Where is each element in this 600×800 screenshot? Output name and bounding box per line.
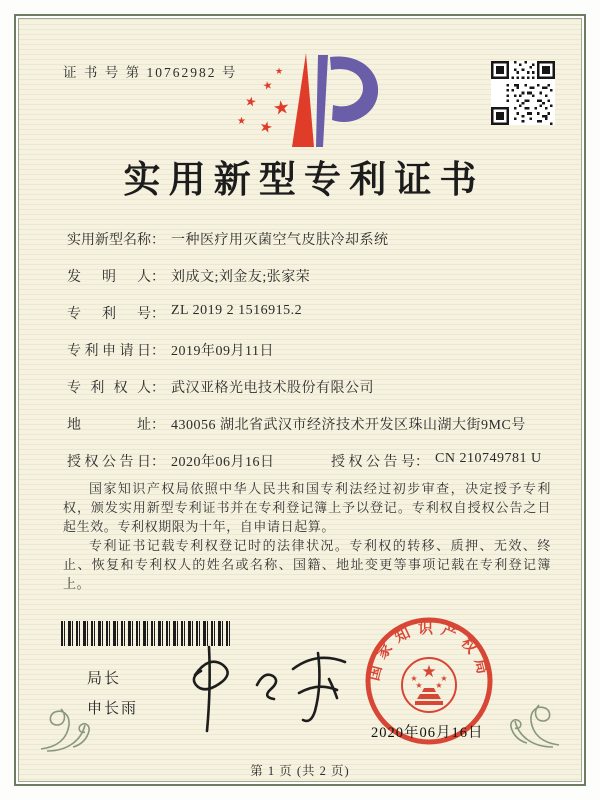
grant-number-value: CN 210749781 U: [435, 451, 542, 466]
field-value: 武汉亚格光电技术股份有限公司: [171, 381, 374, 396]
field-colon: ：: [151, 233, 165, 248]
field-colon: ：: [415, 455, 429, 470]
svg-text:★: ★: [435, 681, 443, 690]
page-number: 第 1 页 (共 2 页): [250, 764, 350, 778]
field-row-name: [67, 229, 555, 249]
field-list: [67, 229, 555, 488]
legal-paragraph: 专利证书记载专利权登记时的法律状况。专利权的转移、质押、无效、终止、恢复和专利权人的姓名或名称、国籍、地址变更等事项记载在专利登记簿上。: [63, 538, 551, 591]
svg-text:★: ★: [421, 662, 437, 682]
cnipa-patent-logo-icon: [233, 45, 383, 163]
grant-date-label: 授权公告日: [67, 455, 151, 470]
certificate-number: 证 书 号 第 10762982 号: [63, 65, 238, 80]
field-row-inventors: [67, 266, 555, 286]
certificate-paper: [18, 18, 582, 782]
field-row-patentee: [67, 377, 555, 397]
logo-star-icon: ★: [243, 93, 258, 110]
field-colon: ：: [151, 344, 165, 359]
field-label: 地址: [67, 418, 151, 433]
field-value: 刘成文;刘金友;张家荣: [171, 270, 311, 285]
field-colon: ：: [151, 418, 165, 433]
field-label: 专利权人: [67, 381, 151, 396]
grant-number-group: [331, 451, 542, 471]
field-label: 发明人: [67, 270, 151, 285]
logo-star-icon: ★: [271, 96, 292, 121]
seal-date: 2020年06月16日: [371, 725, 484, 741]
field-row-address: [67, 414, 555, 434]
grant-date-value: 2020年06月16日: [171, 455, 275, 470]
logo-star-icon: ★: [257, 118, 275, 138]
logo-star-icon: ★: [237, 116, 246, 127]
svg-text:★: ★: [415, 681, 423, 690]
corner-ornament-icon: [37, 695, 99, 753]
field-label: 专利号: [67, 307, 151, 322]
signature-graphic: [161, 637, 361, 742]
svg-text:★: ★: [410, 674, 418, 683]
legal-paragraph: 国家知识产权局依照中华人民共和国专利法经过初步审查，决定授予专利权，颁发实用新型专利证书并在专利登记簿上予以登记。专利权自授权公告之日起生效。专利权期限为十年，自申请日起算。: [63, 481, 551, 534]
field-value: 430056 湖北省武汉市经济技术开发区珠山湖大街9MC号: [171, 418, 526, 433]
corner-ornament-icon: [501, 691, 563, 749]
legal-text: [63, 479, 551, 593]
svg-text:★: ★: [440, 674, 448, 683]
field-colon: ：: [151, 381, 165, 396]
signer-title: 局长: [87, 671, 122, 687]
field-value: 一种医疗用灭菌空气皮肤冷却系统: [171, 233, 389, 248]
field-label: 专利申请日: [67, 344, 151, 359]
signer-name: 申长雨: [87, 701, 139, 717]
field-row-filing-date: [67, 340, 555, 360]
grant-number-label: 授权公告号: [331, 455, 415, 470]
qr-code: [491, 61, 555, 125]
qr-code-graphic: [491, 61, 555, 125]
logo-star-icon: ★: [261, 79, 274, 93]
field-label: 实用新型名称: [67, 233, 151, 248]
field-colon: ：: [151, 307, 165, 322]
field-value: ZL 2019 2 1516915.2: [171, 303, 303, 318]
field-value: 2019年09月11日: [171, 344, 274, 359]
handwritten-signature-icon: [161, 637, 361, 747]
field-row-grant: [67, 451, 555, 471]
field-row-patent-number: [67, 303, 555, 323]
field-colon: ：: [151, 270, 165, 285]
certificate-frame: [14, 14, 586, 786]
seal-ring-text: 国家知识产权局: [366, 621, 492, 683]
logo-star-icon: ★: [275, 66, 284, 76]
national-emblem-icon: [402, 658, 456, 712]
grant-date-group: [67, 451, 275, 470]
certificate-title: 实用新型专利证书: [123, 160, 485, 201]
field-colon: ：: [151, 455, 165, 470]
